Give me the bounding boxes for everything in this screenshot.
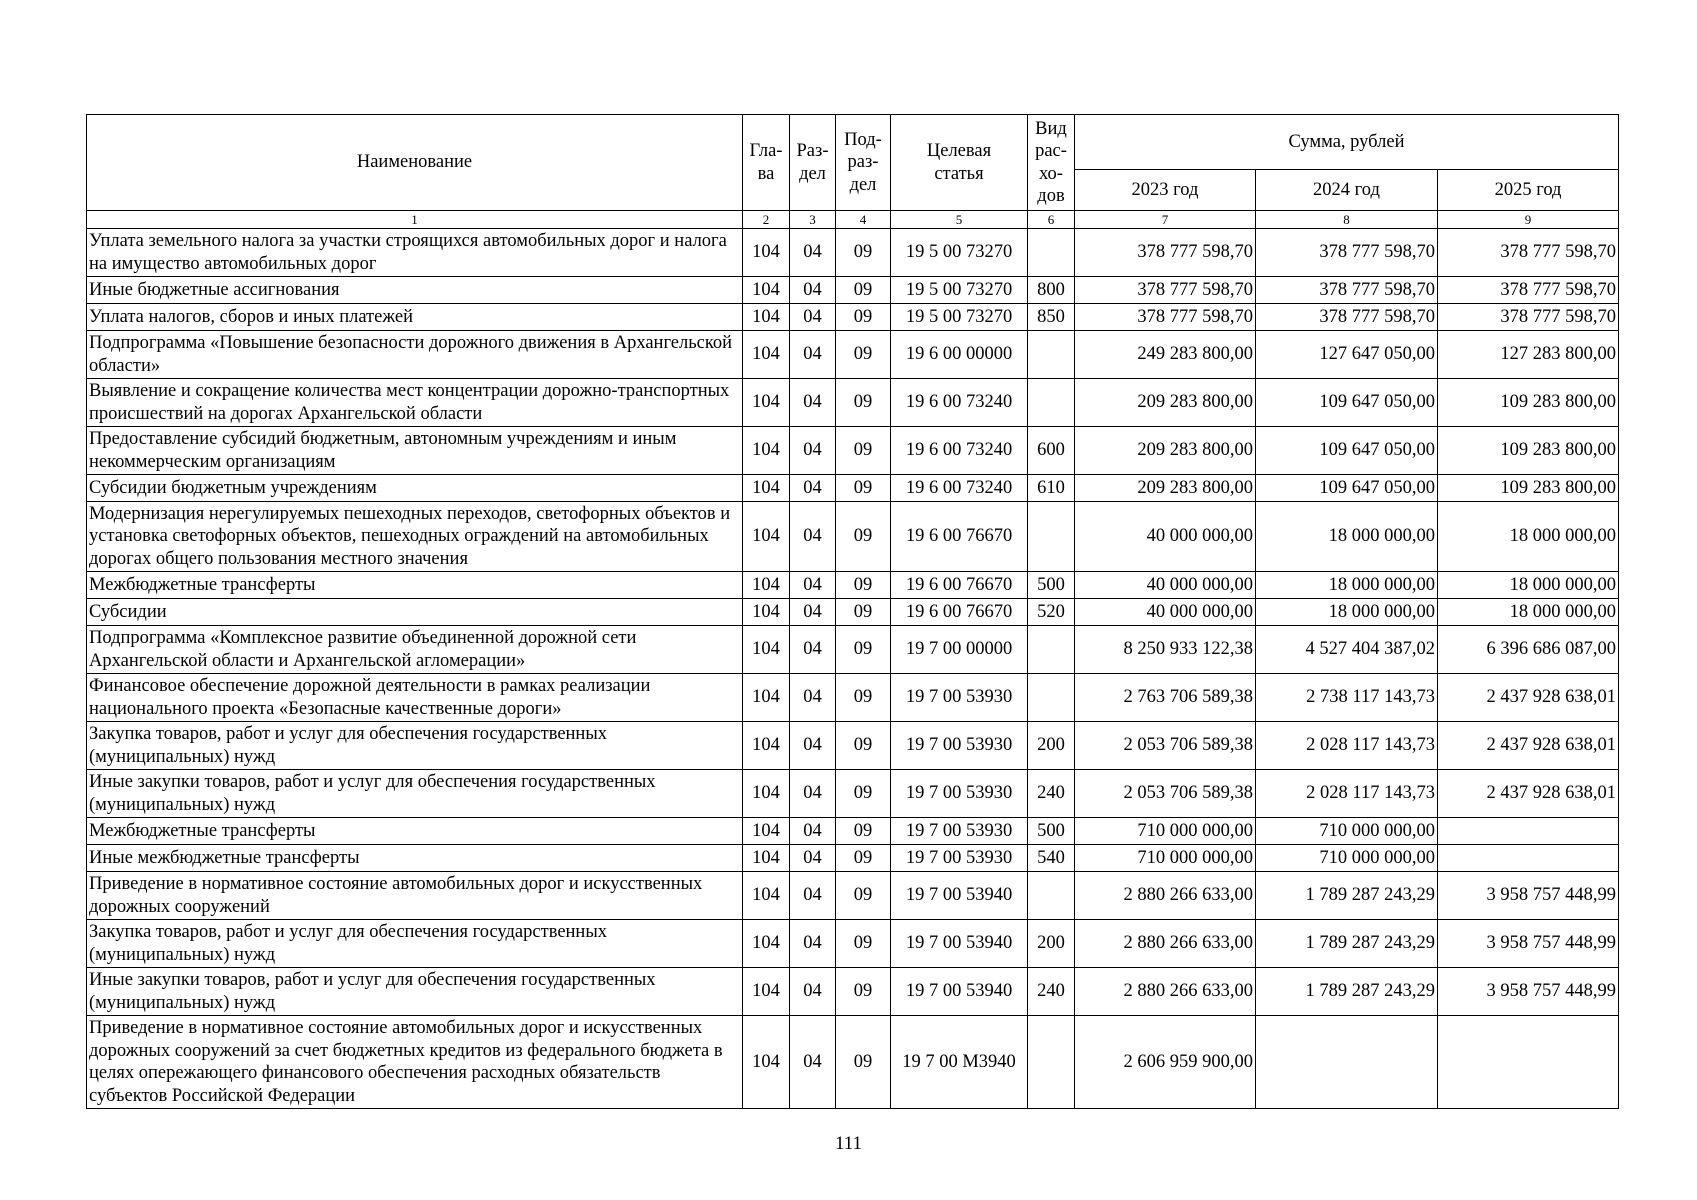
row-vid-rashodov: 600	[1028, 427, 1075, 475]
header-glava: Гла- ва	[743, 115, 790, 211]
row-name: Модернизация нерегулируемых пешеходных переходов, светофорных объектов и установка светофорных объектов, пешеходных ограждений на автомобильных дорогах общего пользования местного значения	[87, 502, 743, 572]
row-sum-2023: 378 777 598,70	[1075, 304, 1256, 331]
row-sum-2024: 109 647 050,00	[1256, 427, 1438, 475]
row-vid-rashodov: 540	[1028, 845, 1075, 872]
row-sum-2024: 109 647 050,00	[1256, 379, 1438, 427]
row-name: Уплата налогов, сборов и иных платежей	[87, 304, 743, 331]
row-celevaya-statya: 19 6 00 76670	[891, 572, 1028, 599]
row-razdel: 04	[790, 229, 836, 277]
row-razdel: 04	[790, 427, 836, 475]
row-sum-2025: 6 396 686 087,00	[1438, 626, 1619, 674]
header-vid-rashodov: Вид рас- хо- дов	[1028, 115, 1075, 211]
row-celevaya-statya: 19 7 00 53930	[891, 818, 1028, 845]
row-glava: 104	[743, 229, 790, 277]
row-glava: 104	[743, 920, 790, 968]
row-podrazdel: 09	[836, 968, 891, 1016]
row-name: Предоставление субсидий бюджетным, автономным учреждениям и иным некоммерческим организациям	[87, 427, 743, 475]
column-number: 4	[836, 211, 891, 229]
row-podrazdel: 09	[836, 599, 891, 626]
row-podrazdel: 09	[836, 845, 891, 872]
row-razdel: 04	[790, 968, 836, 1016]
row-vid-rashodov	[1028, 502, 1075, 572]
row-vid-rashodov: 800	[1028, 277, 1075, 304]
row-sum-2024: 1 789 287 243,29	[1256, 872, 1438, 920]
row-vid-rashodov: 500	[1028, 572, 1075, 599]
header-year-2023: 2023 год	[1075, 170, 1256, 211]
row-podrazdel: 09	[836, 818, 891, 845]
row-podrazdel: 09	[836, 229, 891, 277]
row-sum-2023: 2 053 706 589,38	[1075, 770, 1256, 818]
row-razdel: 04	[790, 304, 836, 331]
row-vid-rashodov	[1028, 872, 1075, 920]
row-sum-2024: 2 738 117 143,73	[1256, 674, 1438, 722]
row-name: Приведение в нормативное состояние автомобильных дорог и искусственных дорожных сооружений	[87, 872, 743, 920]
row-sum-2023: 40 000 000,00	[1075, 599, 1256, 626]
row-name: Приведение в нормативное состояние автомобильных дорог и искусственных дорожных сооружений за счет бюджетных кредитов из федерального бюджета в целях опережающего финансового обеспечения расходных обязательств субъектов Российской Федерации	[87, 1016, 743, 1109]
row-sum-2025: 18 000 000,00	[1438, 502, 1619, 572]
row-podrazdel: 09	[836, 722, 891, 770]
row-sum-2023: 249 283 800,00	[1075, 331, 1256, 379]
row-name: Иные закупки товаров, работ и услуг для обеспечения государственных (муниципальных) нужд	[87, 770, 743, 818]
row-name: Иные бюджетные ассигнования	[87, 277, 743, 304]
row-celevaya-statya: 19 6 00 00000	[891, 331, 1028, 379]
row-glava: 104	[743, 872, 790, 920]
row-podrazdel: 09	[836, 770, 891, 818]
row-name: Иные межбюджетные трансферты	[87, 845, 743, 872]
row-sum-2023: 40 000 000,00	[1075, 572, 1256, 599]
row-podrazdel: 09	[836, 475, 891, 502]
row-sum-2024: 710 000 000,00	[1256, 818, 1438, 845]
row-glava: 104	[743, 599, 790, 626]
row-razdel: 04	[790, 770, 836, 818]
row-sum-2025: 18 000 000,00	[1438, 572, 1619, 599]
row-glava: 104	[743, 427, 790, 475]
row-celevaya-statya: 19 5 00 73270	[891, 229, 1028, 277]
row-sum-2023: 209 283 800,00	[1075, 379, 1256, 427]
row-razdel: 04	[790, 845, 836, 872]
row-name: Подпрограмма «Повышение безопасности дорожного движения в Архангельской области»	[87, 331, 743, 379]
row-razdel: 04	[790, 572, 836, 599]
row-podrazdel: 09	[836, 304, 891, 331]
row-sum-2024: 18 000 000,00	[1256, 599, 1438, 626]
row-podrazdel: 09	[836, 502, 891, 572]
row-sum-2025: 2 437 928 638,01	[1438, 770, 1619, 818]
row-name: Межбюджетные трансферты	[87, 572, 743, 599]
row-glava: 104	[743, 770, 790, 818]
row-glava: 104	[743, 502, 790, 572]
header-year-2025: 2025 год	[1438, 170, 1619, 211]
row-podrazdel: 09	[836, 427, 891, 475]
row-vid-rashodov: 200	[1028, 920, 1075, 968]
row-podrazdel: 09	[836, 872, 891, 920]
row-vid-rashodov: 500	[1028, 818, 1075, 845]
row-sum-2023: 40 000 000,00	[1075, 502, 1256, 572]
row-razdel: 04	[790, 379, 836, 427]
row-celevaya-statya: 19 6 00 73240	[891, 379, 1028, 427]
row-glava: 104	[743, 331, 790, 379]
row-sum-2024: 127 647 050,00	[1256, 331, 1438, 379]
row-sum-2025	[1438, 818, 1619, 845]
column-number: 1	[87, 211, 743, 229]
header-razdel: Раз- дел	[790, 115, 836, 211]
row-glava: 104	[743, 674, 790, 722]
row-razdel: 04	[790, 475, 836, 502]
row-sum-2025: 109 283 800,00	[1438, 475, 1619, 502]
row-vid-rashodov	[1028, 229, 1075, 277]
row-name: Иные закупки товаров, работ и услуг для обеспечения государственных (муниципальных) нужд	[87, 968, 743, 1016]
row-razdel: 04	[790, 599, 836, 626]
row-sum-2025: 3 958 757 448,99	[1438, 968, 1619, 1016]
row-razdel: 04	[790, 920, 836, 968]
row-celevaya-statya: 19 7 00 53940	[891, 872, 1028, 920]
row-glava: 104	[743, 1016, 790, 1109]
row-vid-rashodov	[1028, 331, 1075, 379]
row-podrazdel: 09	[836, 331, 891, 379]
row-podrazdel: 09	[836, 626, 891, 674]
column-number-row	[87, 211, 1619, 229]
row-sum-2025	[1438, 845, 1619, 872]
row-sum-2025: 378 777 598,70	[1438, 277, 1619, 304]
row-razdel: 04	[790, 722, 836, 770]
row-glava: 104	[743, 968, 790, 1016]
row-glava: 104	[743, 845, 790, 872]
row-podrazdel: 09	[836, 379, 891, 427]
row-sum-2023: 209 283 800,00	[1075, 475, 1256, 502]
row-sum-2024: 1 789 287 243,29	[1256, 968, 1438, 1016]
row-glava: 104	[743, 277, 790, 304]
row-sum-2023: 2 606 959 900,00	[1075, 1016, 1256, 1109]
column-number: 6	[1028, 211, 1075, 229]
page-number: 111	[834, 1133, 863, 1154]
row-sum-2024: 18 000 000,00	[1256, 502, 1438, 572]
header-name: Наименование	[87, 115, 743, 211]
header-celevaya-statya: Целевая статья	[891, 115, 1028, 211]
row-sum-2025: 378 777 598,70	[1438, 229, 1619, 277]
row-name: Финансовое обеспечение дорожной деятельности в рамках реализации национального проекта «Безопасные качественные дороги»	[87, 674, 743, 722]
row-razdel: 04	[790, 626, 836, 674]
row-sum-2024: 2 028 117 143,73	[1256, 770, 1438, 818]
row-sum-2024: 710 000 000,00	[1256, 845, 1438, 872]
row-glava: 104	[743, 722, 790, 770]
row-celevaya-statya: 19 7 00 53930	[891, 845, 1028, 872]
row-sum-2025: 109 283 800,00	[1438, 379, 1619, 427]
row-celevaya-statya: 19 7 00 53930	[891, 722, 1028, 770]
column-number: 8	[1256, 211, 1438, 229]
row-sum-2024: 109 647 050,00	[1256, 475, 1438, 502]
row-sum-2025: 2 437 928 638,01	[1438, 674, 1619, 722]
row-vid-rashodov: 240	[1028, 968, 1075, 1016]
row-celevaya-statya: 19 6 00 73240	[891, 427, 1028, 475]
row-name: Закупка товаров, работ и услуг для обеспечения государственных (муниципальных) нужд	[87, 722, 743, 770]
row-sum-2023: 8 250 933 122,38	[1075, 626, 1256, 674]
row-celevaya-statya: 19 7 00 53940	[891, 920, 1028, 968]
row-vid-rashodov	[1028, 1016, 1075, 1109]
row-razdel: 04	[790, 818, 836, 845]
row-vid-rashodov: 200	[1028, 722, 1075, 770]
row-sum-2024: 378 777 598,70	[1256, 229, 1438, 277]
row-celevaya-statya: 19 6 00 76670	[891, 502, 1028, 572]
header-year-2024: 2024 год	[1256, 170, 1438, 211]
row-sum-2024: 2 028 117 143,73	[1256, 722, 1438, 770]
row-glava: 104	[743, 572, 790, 599]
row-sum-2024: 378 777 598,70	[1256, 277, 1438, 304]
row-vid-rashodov: 240	[1028, 770, 1075, 818]
row-sum-2025: 3 958 757 448,99	[1438, 920, 1619, 968]
column-number: 5	[891, 211, 1028, 229]
row-name: Уплата земельного налога за участки строящихся автомобильных дорог и налога на имущество автомобильных дорог	[87, 229, 743, 277]
row-razdel: 04	[790, 331, 836, 379]
row-celevaya-statya: 19 7 00 00000	[891, 626, 1028, 674]
row-name: Подпрограмма «Комплексное развитие объединенной дорожной сети Архангельской области и Архангельской агломерации»	[87, 626, 743, 674]
row-sum-2023: 2 053 706 589,38	[1075, 722, 1256, 770]
header-summa: Сумма, рублей	[1075, 115, 1619, 170]
row-sum-2023: 710 000 000,00	[1075, 818, 1256, 845]
row-sum-2025: 127 283 800,00	[1438, 331, 1619, 379]
row-glava: 104	[743, 475, 790, 502]
row-vid-rashodov	[1028, 379, 1075, 427]
row-sum-2023: 2 880 266 633,00	[1075, 920, 1256, 968]
row-sum-2024	[1256, 1016, 1438, 1109]
row-sum-2024: 4 527 404 387,02	[1256, 626, 1438, 674]
row-razdel: 04	[790, 1016, 836, 1109]
row-podrazdel: 09	[836, 1016, 891, 1109]
row-glava: 104	[743, 626, 790, 674]
row-razdel: 04	[790, 872, 836, 920]
row-sum-2023: 2 763 706 589,38	[1075, 674, 1256, 722]
row-vid-rashodov: 850	[1028, 304, 1075, 331]
column-number: 3	[790, 211, 836, 229]
row-celevaya-statya: 19 6 00 76670	[891, 599, 1028, 626]
row-celevaya-statya: 19 6 00 73240	[891, 475, 1028, 502]
row-sum-2023: 378 777 598,70	[1075, 277, 1256, 304]
row-sum-2025: 378 777 598,70	[1438, 304, 1619, 331]
row-name: Выявление и сокращение количества мест концентрации дорожно-транспортных происшествий на дорогах Архангельской области	[87, 379, 743, 427]
row-vid-rashodov	[1028, 626, 1075, 674]
row-name: Субсидии бюджетным учреждениям	[87, 475, 743, 502]
column-number: 7	[1075, 211, 1256, 229]
row-name: Субсидии	[87, 599, 743, 626]
row-glava: 104	[743, 304, 790, 331]
row-sum-2024: 378 777 598,70	[1256, 304, 1438, 331]
row-sum-2023: 2 880 266 633,00	[1075, 872, 1256, 920]
row-celevaya-statya: 19 7 00 53930	[891, 770, 1028, 818]
row-sum-2025: 109 283 800,00	[1438, 427, 1619, 475]
header-podrazdel: Под- раз- дел	[836, 115, 891, 211]
row-podrazdel: 09	[836, 674, 891, 722]
row-vid-rashodov	[1028, 674, 1075, 722]
row-razdel: 04	[790, 674, 836, 722]
row-sum-2023: 2 880 266 633,00	[1075, 968, 1256, 1016]
row-sum-2025: 2 437 928 638,01	[1438, 722, 1619, 770]
row-podrazdel: 09	[836, 920, 891, 968]
row-vid-rashodov: 520	[1028, 599, 1075, 626]
row-glava: 104	[743, 818, 790, 845]
row-razdel: 04	[790, 277, 836, 304]
column-number: 2	[743, 211, 790, 229]
row-sum-2023: 378 777 598,70	[1075, 229, 1256, 277]
row-sum-2024: 18 000 000,00	[1256, 572, 1438, 599]
row-celevaya-statya: 19 5 00 73270	[891, 304, 1028, 331]
row-vid-rashodov: 610	[1028, 475, 1075, 502]
row-sum-2025: 3 958 757 448,99	[1438, 872, 1619, 920]
row-sum-2023: 710 000 000,00	[1075, 845, 1256, 872]
row-celevaya-statya: 19 5 00 73270	[891, 277, 1028, 304]
budget-table	[86, 114, 1619, 1109]
row-celevaya-statya: 19 7 00 53940	[891, 968, 1028, 1016]
row-celevaya-statya: 19 7 00 53930	[891, 674, 1028, 722]
row-sum-2024: 1 789 287 243,29	[1256, 920, 1438, 968]
row-name: Межбюджетные трансферты	[87, 818, 743, 845]
column-number: 9	[1438, 211, 1619, 229]
row-sum-2025: 18 000 000,00	[1438, 599, 1619, 626]
row-sum-2023: 209 283 800,00	[1075, 427, 1256, 475]
row-celevaya-statya: 19 7 00 М3940	[891, 1016, 1028, 1109]
row-podrazdel: 09	[836, 277, 891, 304]
row-podrazdel: 09	[836, 572, 891, 599]
row-razdel: 04	[790, 502, 836, 572]
row-glava: 104	[743, 379, 790, 427]
row-sum-2025	[1438, 1016, 1619, 1109]
row-name: Закупка товаров, работ и услуг для обеспечения государственных (муниципальных) нужд	[87, 920, 743, 968]
